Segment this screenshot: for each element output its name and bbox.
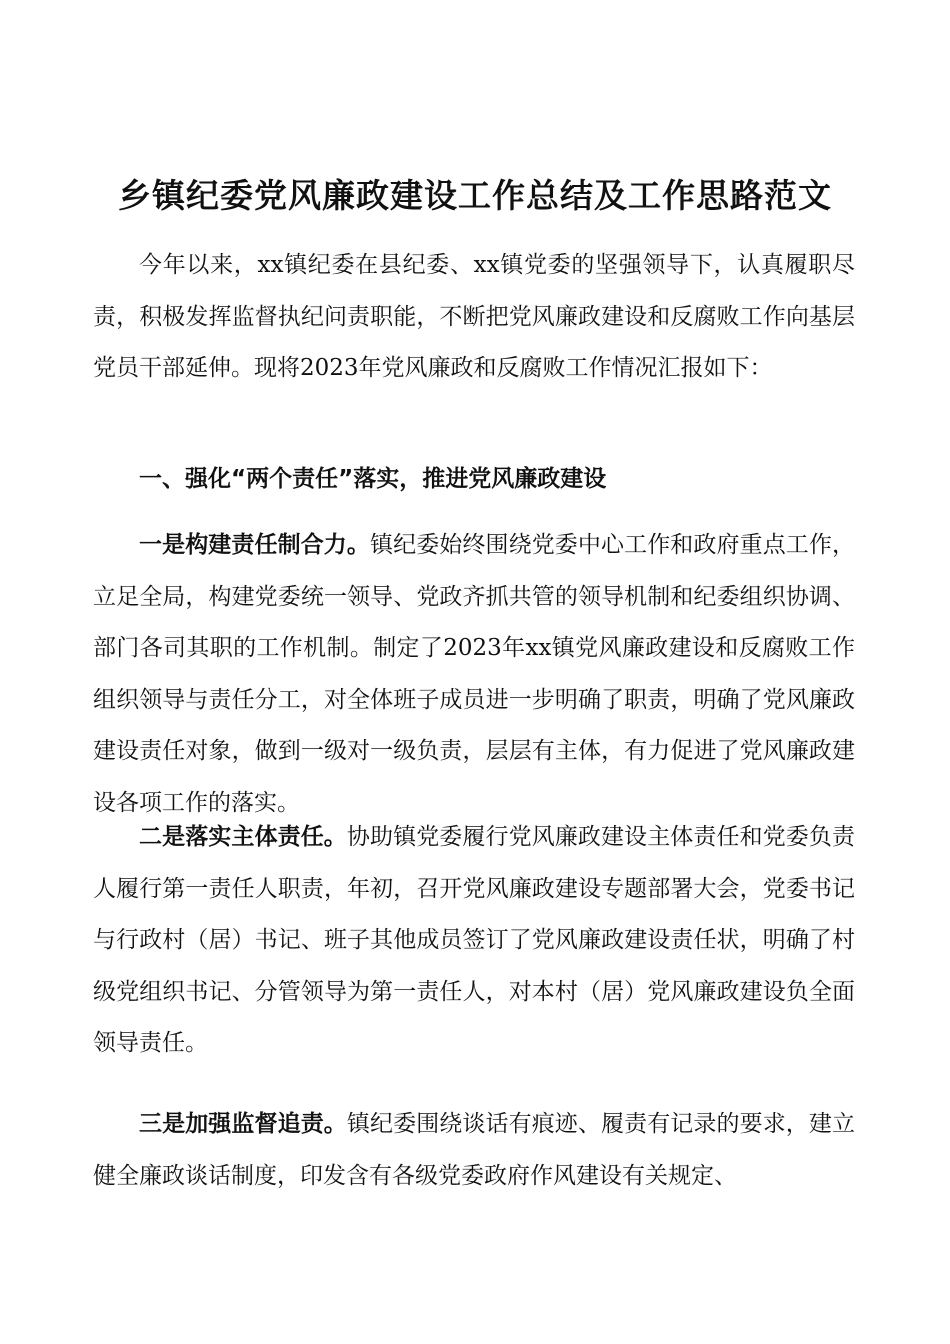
document-title: 乡镇纪委党风廉政建设工作总结及工作思路范文 [118,176,832,215]
section-heading: 一、强化“两个责任”落实，推进党风廉政建设 [139,466,607,492]
paragraph-text: 镇纪委始终围绕党委中心工作和政府重点工作，立足全局，构建党委统一领导、党政齐抓共管的领导机制和纪委组织协调、部门各司其职的工作机制。制定了2023年xx镇党风廉政建设和反腐败工作组织领导与责任分工，对全体班子成员进一步明确了职责，明确了党风廉政建设责任对象，做到一级对一级负责，层层有主体，有力促进了党风廉政建设各项工作的落实。 [93,532,856,816]
paragraph-responsibility-system [93,520,855,829]
paragraph-text: 协助镇党委履行党风廉政建设主体责任和党委负责人履行第一责任人职责，年初，召开党风廉政建设专题部署大会，党委书记与行政村（居）书记、班子其他成员签订了党风廉政建设责任状，明确了村级党组织书记、分管领导为第一责任人，对本村（居）党风廉政建设负全面领导责任。 [93,824,856,1056]
paragraph-lead: 一是构建责任制合力。 [139,532,370,558]
intro-paragraph: 今年以来，xx镇纪委在县纪委、xx镇党委的坚强领导下，认真履职尽责，积极发挥监督执纪问责职能，不断把党风廉政建设和反腐败工作向基层党员干部延伸。现将2023年党风廉政和反腐败工作情况汇报如下： [93,252,855,381]
paragraph-lead: 二是落实主体责任。 [139,824,347,850]
paragraph-lead: 三是加强监督追责。 [139,1111,347,1137]
paragraph-supervision [93,1099,855,1202]
paragraph-main-responsibility [93,812,855,1070]
paragraph-text: 镇纪委围绕谈话有痕迹、履责有记录的要求，建立健全廉政谈话制度，印发含有各级党委政府作风建设有关规定、 [93,1111,856,1189]
